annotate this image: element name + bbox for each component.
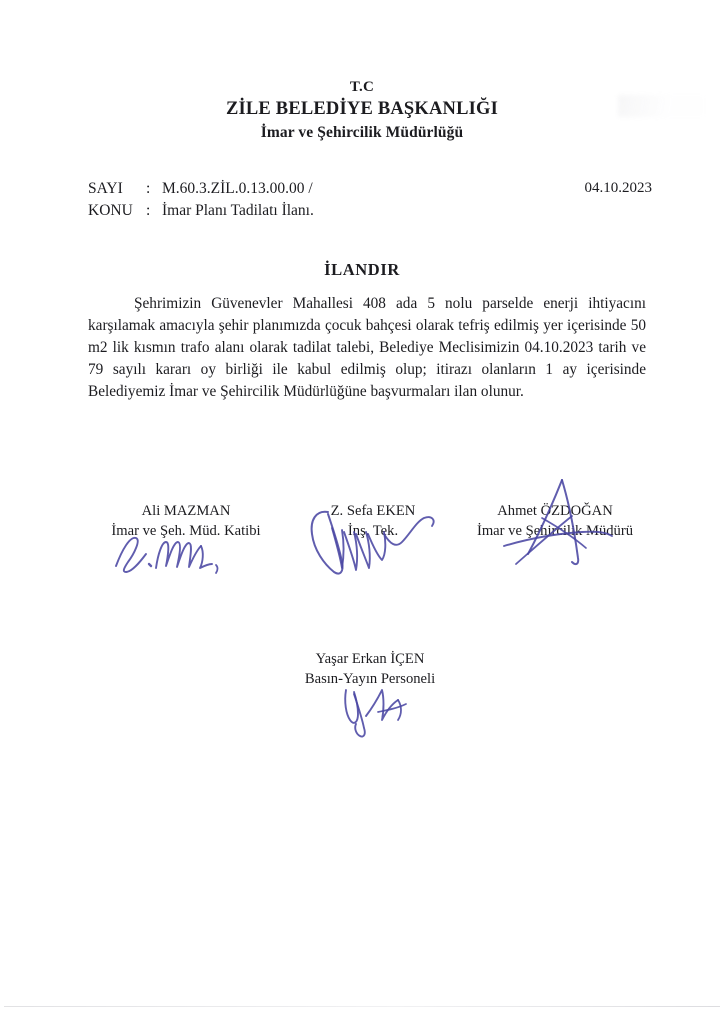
signatory-name-4: Yaşar Erkan İÇEN: [315, 651, 425, 667]
konu-label: KONU: [88, 202, 133, 219]
document-date: 04.10.2023: [584, 180, 652, 196]
page-title: İLANDIR: [324, 260, 400, 279]
signatory-block-2: [300, 502, 446, 541]
signatory-block-4: [272, 650, 468, 689]
signatory-name-2: Z. Sefa EKEN: [330, 503, 416, 519]
signatory-title-1: İmar ve Şeh. Müd. Katibi: [111, 522, 261, 539]
body-paragraph: Şehrimizin Güvenevler Mahallesi 408 ada 5 nolu parselde enerji ihtiyacını karşılamak amacıyla şehir planımızda çocuk bahçesi olarak tefriş edilmiş yer içerisinde 50 m2 lik kısmın trafo alanı olarak tadilat talebi, Belediye Meclisimizin 04.10.2023 tarih ve 79 sayılı kararı oy birliği ile kabul edilmiş olup; itirazı olanların 1 ay içerisinde Belediyemiz İmar ve Şehircilik Müdürlüğüne başvurmaları ilan olunur.: [88, 295, 646, 401]
header-department: İmar ve Şehircilik Müdürlüğü: [260, 123, 464, 141]
meta-row-sayi: [88, 178, 314, 200]
document-header: [0, 78, 724, 143]
konu-value: İmar Planı Tadilatı İlanı.: [162, 202, 314, 219]
document-meta: [88, 178, 314, 222]
scan-edge-line: [4, 1006, 720, 1007]
signatory-name-3: Ahmet ÖZDOĞAN: [497, 503, 613, 519]
header-organization: ZİLE BELEDİYE BAŞKANLIĞI: [225, 99, 499, 120]
sayi-label: SAYI: [88, 180, 123, 197]
signatory-block-3: [462, 502, 648, 541]
signatory-block-1: [98, 502, 274, 541]
signatory-title-3: İmar ve Şehircilik Müdürü: [476, 522, 634, 539]
signatory-name-1: Ali MAZMAN: [141, 503, 231, 519]
sayi-value: M.60.3.ZİL.0.13.00.00 /: [162, 180, 313, 197]
sayi-colon: :: [146, 180, 151, 197]
handwritten-signature-4: [332, 682, 424, 740]
signatory-title-2: İnş. Tek.: [347, 522, 399, 539]
signatory-title-4: Basın-Yayın Personeli: [304, 670, 436, 687]
meta-row-konu: [88, 200, 314, 222]
konu-colon: :: [146, 202, 151, 219]
header-tc: T.C: [349, 79, 375, 95]
